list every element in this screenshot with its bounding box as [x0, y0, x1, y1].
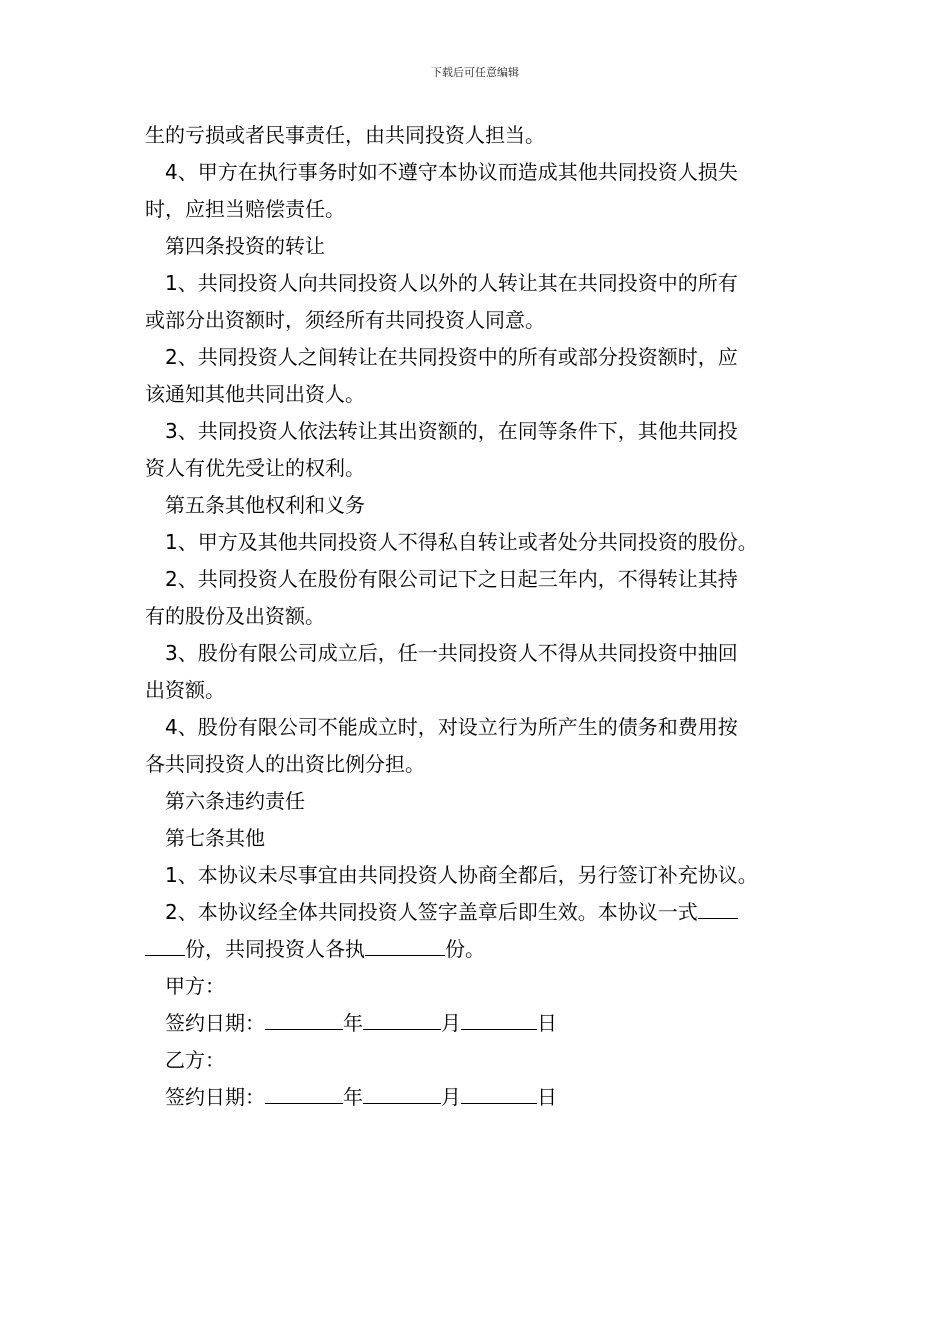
- party-a-sign-date: [145, 1005, 815, 1042]
- month-blank[interactable]: [363, 1007, 441, 1030]
- paragraph-line: 或部分出资额时，须经所有共同投资人同意。: [145, 308, 545, 332]
- paragraph-line: 时，应担当赔偿责任。: [145, 197, 345, 221]
- clause-4-line: 4、甲方在执行事务时如不遵守本协议而造成其他共同投资人损失: [165, 160, 738, 184]
- each-holds-blank[interactable]: [365, 933, 445, 956]
- clause-2-line: [145, 894, 815, 931]
- page-header: 下载后可任意编辑: [431, 66, 519, 79]
- party-b-label: 乙方：: [165, 1048, 225, 1072]
- party-a-label: 甲方：: [165, 974, 225, 998]
- copies-line: [145, 931, 815, 968]
- article-6-heading: 第六条违约责任: [165, 789, 305, 813]
- paragraph-line: 该通知其他共同出资人。: [145, 382, 365, 406]
- day-blank[interactable]: [461, 1081, 537, 1104]
- clause-1-line: 1、共同投资人向共同投资人以外的人转让其在共同投资中的所有: [165, 271, 738, 295]
- paragraph-line: 生的亏损或者民事责任，由共同投资人担当。: [145, 123, 545, 147]
- clause-4-line: 4、股份有限公司不能成立时，对设立行为所产生的债务和费用按: [165, 715, 738, 739]
- paragraph-line: 有的股份及出资额。: [145, 604, 325, 628]
- day-blank[interactable]: [461, 1007, 537, 1030]
- article-7-heading: 第七条其他: [165, 826, 265, 850]
- copies-suffix: 份。: [445, 937, 485, 961]
- clause-2-text: 2、本协议经全体共同投资人签字盖章后即生效。本协议一式: [165, 900, 698, 924]
- party-b-sign-date: [145, 1079, 815, 1116]
- copies-blank-cont[interactable]: [145, 933, 185, 956]
- day-label: 日: [537, 1085, 557, 1109]
- copies-text: 份，共同投资人各执: [185, 937, 365, 961]
- paragraph-line: 出资额。: [145, 678, 225, 702]
- month-label: 月: [441, 1011, 461, 1035]
- clause-1-line: 1、甲方及其他共同投资人不得私自转让或者处分共同投资的股份。: [165, 530, 758, 554]
- clause-3-line: 3、共同投资人依法转让其出资额的，在同等条件下，其他共同投: [165, 419, 738, 443]
- sign-date-label: 签约日期：: [165, 1011, 265, 1035]
- year-blank[interactable]: [265, 1081, 343, 1104]
- paragraph-line: 资人有优先受让的权利。: [145, 456, 365, 480]
- year-blank[interactable]: [265, 1007, 343, 1030]
- article-4-heading: 第四条投资的转让: [165, 234, 325, 258]
- clause-1-line: 1、本协议未尽事宜由共同投资人协商全都后，另行签订补充协议。: [165, 863, 758, 887]
- year-label: 年: [343, 1085, 363, 1109]
- year-label: 年: [343, 1011, 363, 1035]
- paragraph-line: 各共同投资人的出资比例分担。: [145, 752, 425, 776]
- document-body: [145, 117, 815, 1116]
- clause-3-line: 3、股份有限公司成立后，任一共同投资人不得从共同投资中抽回: [165, 641, 738, 665]
- copies-blank[interactable]: [698, 896, 738, 919]
- clause-2-line: 2、共同投资人之间转让在共同投资中的所有或部分投资额时，应: [165, 345, 738, 369]
- article-5-heading: 第五条其他权利和义务: [165, 493, 365, 517]
- day-label: 日: [537, 1011, 557, 1035]
- sign-date-label: 签约日期：: [165, 1085, 265, 1109]
- clause-2-line: 2、共同投资人在股份有限公司记下之日起三年内，不得转让其持: [165, 567, 738, 591]
- month-label: 月: [441, 1085, 461, 1109]
- month-blank[interactable]: [363, 1081, 441, 1104]
